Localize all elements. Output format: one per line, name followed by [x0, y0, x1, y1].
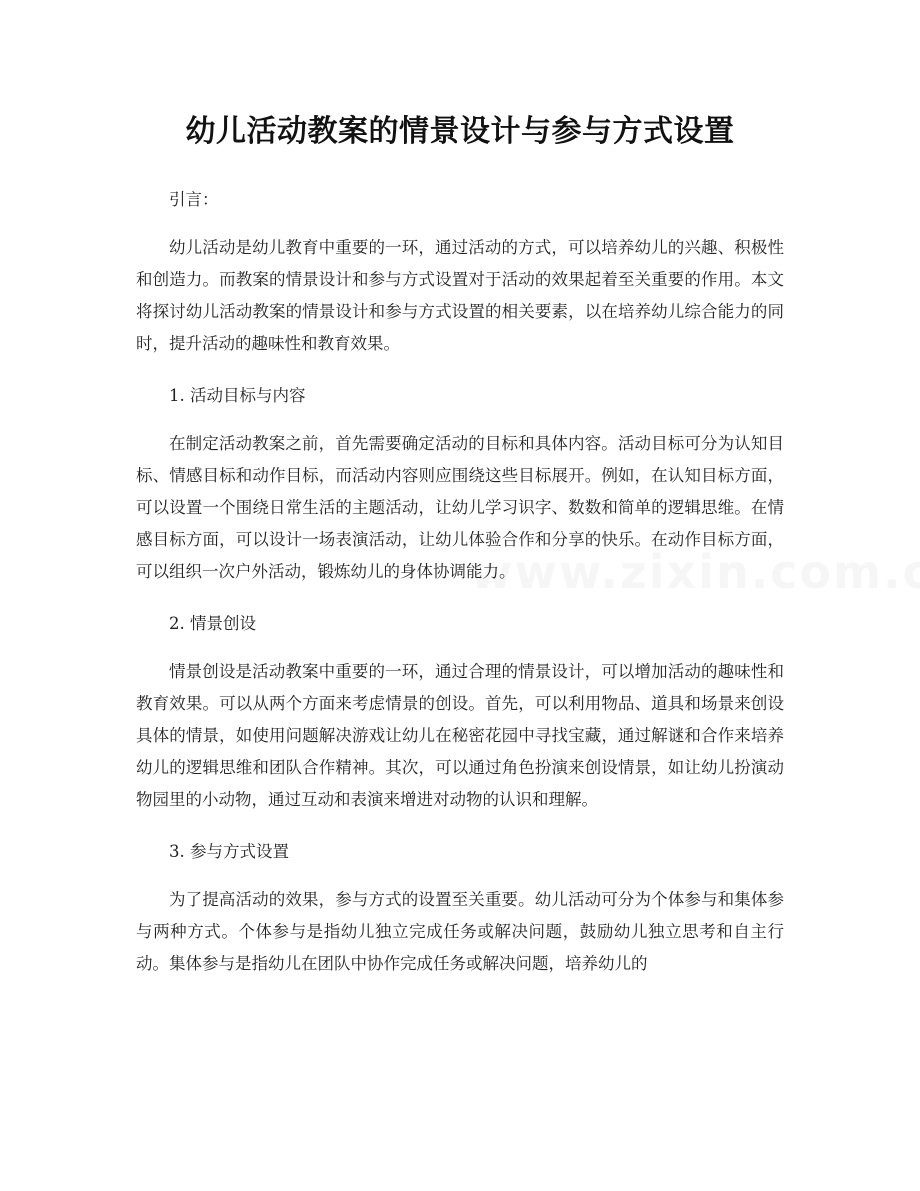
document-body: [136, 184, 784, 980]
spacer: [136, 640, 784, 656]
intro-label: 引言：: [169, 190, 219, 209]
section-2-heading: 2. 情景创设: [169, 614, 256, 633]
intro-paragraph: 幼儿活动是幼儿教育中重要的一环，通过活动的方式，可以培养幼儿的兴趣、积极性和创造力。而教案的情景设计和参与方式设置对于活动的效果起着至关重要的作用。本文将探讨幼儿活动教案的情景设计和参与方式设置的相关要素，以在培养幼儿综合能力的同时，提升活动的趣味性和教育效果。: [136, 238, 784, 353]
section-2-paragraph: 情景创设是活动教案中重要的一环，通过合理的情景设计，可以增加活动的趣味性和教育效果。可以从两个方面来考虑情景的创设。首先，可以利用物品、道具和场景来创设具体的情景，如使用问题解决游戏让幼儿在秘密花园中寻找宝藏，通过解谜和合作来培养幼儿的逻辑思维和团队合作精神。其次，可以通过角色扮演来创设情景，如让幼儿扮演动物园里的小动物，通过互动和表演来增进对动物的认识和理解。: [136, 662, 784, 809]
document-title: 幼儿活动教案的情景设计与参与方式设置: [185, 114, 735, 149]
section-3-heading: 3. 参与方式设置: [169, 842, 289, 861]
spacer: [136, 588, 784, 608]
section-3-paragraph: 为了提高活动的效果，参与方式的设置至关重要。幼儿活动可分为个体参与和集体参与两种方式。个体参与是指幼儿独立完成任务或解决问题，鼓励幼儿独立思考和自主行动。集体参与是指幼儿在团队中协作完成任务或解决问题，培养幼儿的: [136, 890, 784, 973]
section-1-heading: 1. 活动目标与内容: [169, 386, 306, 405]
spacer: [136, 412, 784, 428]
spacer: [136, 816, 784, 836]
spacer: [136, 868, 784, 884]
spacer: [136, 360, 784, 380]
spacer: [136, 216, 784, 232]
section-1-paragraph: 在制定活动教案之前，首先需要确定活动的目标和具体内容。活动目标可分为认知目标、情感目标和动作目标，而活动内容则应围绕这些目标展开。例如，在认知目标方面，可以设置一个围绕日常生活的主题活动，让幼儿学习识字、数数和简单的逻辑思维。在情感目标方面，可以设计一场表演活动，让幼儿体验合作和分享的快乐。在动作目标方面，可以组织一次户外活动，锻炼幼儿的身体协调能力。: [136, 434, 784, 581]
